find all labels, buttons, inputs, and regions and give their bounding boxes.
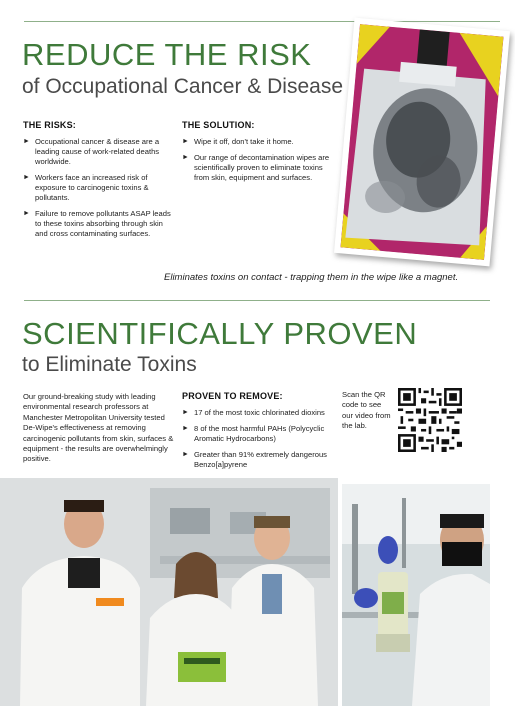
section2-title: SCIENTIFICALLY PROVEN [22,316,418,351]
proven-heading: PROVEN TO REMOVE: [182,391,283,401]
qr-code-icon[interactable] [398,388,462,452]
list-item: ► Failure to remove pollutants ASAP leads to these toxins absorbing through skin and cross contaminating surfaces. [23,209,171,238]
list-item: ► Wipe it off, don't take it home. [182,137,294,146]
bullet-arrow-icon: ► [182,425,189,432]
bullet-arrow-icon: ► [182,451,189,458]
bullet-arrow-icon: ► [23,138,30,145]
section2-subtitle: to Eliminate Toxins [22,353,197,376]
lab-testing-photo [342,484,490,706]
risks-list [23,137,175,245]
section1-title: REDUCE THE RISK [22,37,312,72]
solution-heading: THE SOLUTION: [182,120,255,130]
study-intro: Our ground-breaking study with leading environmental research professors at Manchester Metropolitan University tested De-Wipe's effectiveness at removing carcinogenic pollutants from skin, surfaces & equipment - the results are overwhelmingly positive. [23,392,174,464]
solution-list [182,137,334,189]
list-item: ► Occupational cancer & disease are a leading cause of work-related deaths worldwide. [23,137,160,166]
list-item: ► 17 of the most toxic chlorinated dioxins [182,408,325,417]
top-rule [24,21,500,22]
list-item: ► Workers face an increased risk of exposure to carcinogenic toxins & pollutants. [23,173,149,202]
section2-rule [24,300,490,301]
bullet-arrow-icon: ► [182,409,189,416]
section1-subtitle: of Occupational Cancer & Disease [22,75,343,98]
bullet-arrow-icon: ► [182,154,189,161]
bullet-arrow-icon: ► [182,138,189,145]
proven-list [182,408,330,476]
bullet-arrow-icon: ► [23,174,30,181]
scan-qr-text: Scan the QR code to see our video from the lab. [342,390,391,431]
list-item: ► Greater than 91% extremely dangerous Benzo[a]pyrene [182,450,327,469]
wipe-photo [334,18,510,267]
list-item: ► Our range of decontamination wipes are scientifically proven to eliminate toxins from skin, equipment and surfaces. [182,153,330,182]
list-item: ► 8 of the most harmful PAHs (Polycyclic Aromatic Hydrocarbons) [182,424,325,443]
wipe-caption: Eliminates toxins on contact - trapping them in the wipe like a magnet. [164,272,459,283]
risks-heading: THE RISKS: [23,120,77,130]
bullet-arrow-icon: ► [23,210,30,217]
research-team-photo [0,478,338,706]
